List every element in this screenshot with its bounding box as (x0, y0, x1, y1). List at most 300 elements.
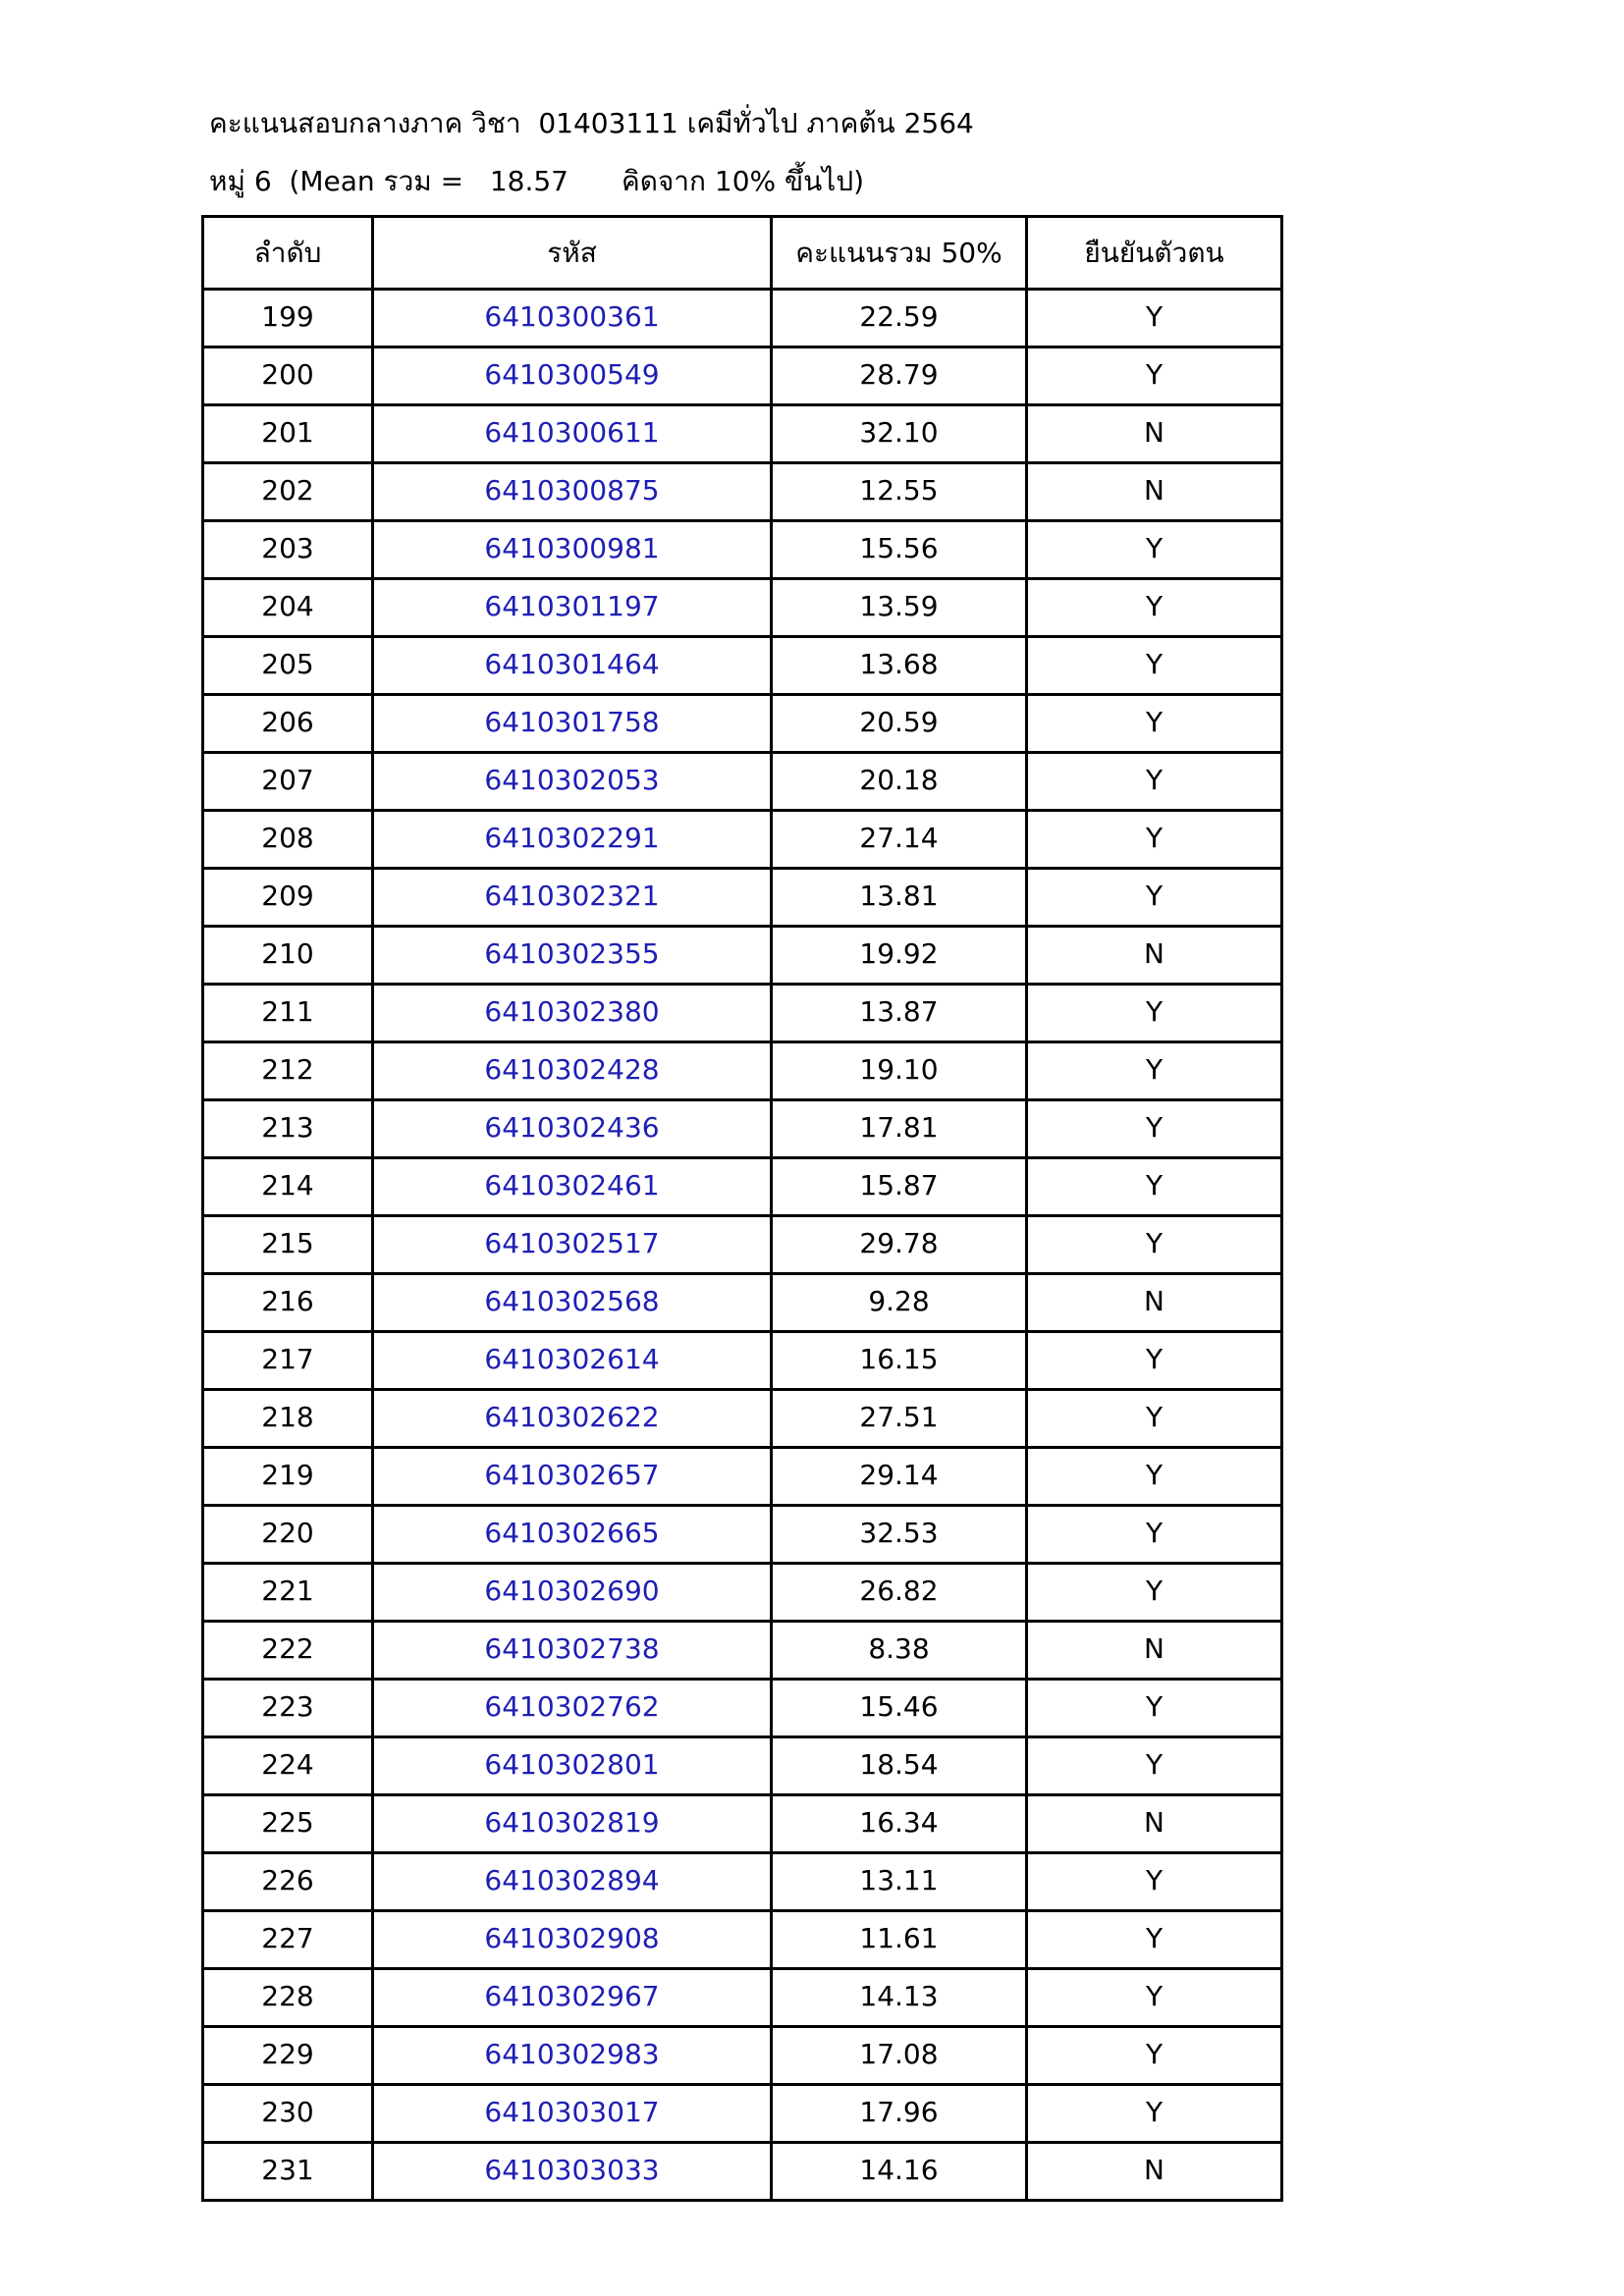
row-seq-cell (203, 1622, 373, 1680)
column-header-student-id: รหัส (373, 217, 772, 290)
row-score-cell-text: 9.28 (868, 1284, 930, 1317)
row-confirm-cell (1027, 985, 1282, 1042)
row-student-id-cell-text: 6410302894 (484, 1863, 660, 1896)
row-confirm-cell-text: Y (1145, 1342, 1164, 1375)
row-score-cell-text: 17.96 (859, 2095, 939, 2128)
row-score-cell-text: 14.16 (859, 2153, 939, 2186)
row-score-cell-text: 13.59 (859, 589, 939, 622)
row-score-cell (772, 579, 1027, 637)
row-student-id-cell-text: 6410300361 (484, 299, 660, 333)
row-seq-cell-text: 223 (261, 1689, 314, 1723)
row-score-cell (772, 1042, 1027, 1100)
row-score-cell-text: 29.78 (859, 1226, 939, 1259)
row-score-cell-text: 28.79 (859, 357, 939, 391)
row-confirm-cell-text: Y (1145, 531, 1164, 564)
row-score-cell (772, 2143, 1027, 2201)
row-confirm-cell-text: Y (1145, 299, 1164, 333)
row-seq-cell-text: 210 (261, 936, 314, 970)
row-score-cell-text: 14.13 (859, 1979, 939, 2012)
row-seq-cell (203, 521, 373, 579)
row-student-id-cell-text: 6410302380 (484, 994, 660, 1028)
row-confirm-cell-text: Y (1145, 357, 1164, 391)
row-confirm-cell (1027, 1506, 1282, 1564)
row-confirm-cell-text: Y (1145, 994, 1164, 1028)
row-score-cell (772, 753, 1027, 811)
row-confirm-cell (1027, 695, 1282, 753)
table-row (203, 1332, 1282, 1390)
row-confirm-cell (1027, 869, 1282, 927)
row-score-cell-text: 16.15 (859, 1342, 939, 1375)
row-seq-cell (203, 1216, 373, 1274)
row-student-id-cell (373, 521, 772, 579)
row-student-id-cell (373, 811, 772, 869)
row-seq-cell-text: 226 (261, 1863, 314, 1896)
row-seq-cell (203, 1969, 373, 2027)
row-confirm-cell-text: Y (1145, 1979, 1164, 2012)
row-seq-cell (203, 2143, 373, 2201)
row-confirm-cell-text: Y (1145, 1516, 1164, 1549)
table-row (203, 1969, 1282, 2027)
table-row (203, 290, 1282, 347)
row-confirm-cell (1027, 753, 1282, 811)
row-score-cell-text: 32.10 (859, 415, 939, 449)
row-seq-cell-text: 218 (261, 1400, 314, 1433)
table-row (203, 1911, 1282, 1969)
row-student-id-cell-text: 6410300981 (484, 531, 660, 564)
table-row (203, 1506, 1282, 1564)
table-row (203, 579, 1282, 637)
row-seq-cell-text: 213 (261, 1110, 314, 1144)
row-student-id-cell-text: 6410302461 (484, 1168, 660, 1201)
row-score-cell (772, 1158, 1027, 1216)
row-confirm-cell-text: Y (1145, 1747, 1164, 1781)
column-header-identity-confirmed: ยืนยันตัวตน (1027, 217, 1282, 290)
row-seq-cell (203, 695, 373, 753)
row-confirm-cell-text: Y (1145, 1863, 1164, 1896)
row-score-cell-text: 18.54 (859, 1747, 939, 1781)
row-score-cell-text: 16.34 (859, 1805, 939, 1839)
row-score-cell-text: 17.08 (859, 2037, 939, 2070)
row-score-cell (772, 463, 1027, 521)
table-row (203, 347, 1282, 405)
row-confirm-cell (1027, 1158, 1282, 1216)
row-confirm-cell (1027, 1216, 1282, 1274)
row-seq-cell-text: 224 (261, 1747, 314, 1781)
section-mean-label: หมู่ 6 (Mean รวม = 18.57 (209, 165, 568, 197)
table-row (203, 695, 1282, 753)
row-student-id-cell (373, 290, 772, 347)
row-score-cell (772, 927, 1027, 985)
row-seq-cell-text: 216 (261, 1284, 314, 1317)
row-score-cell-text: 13.87 (859, 994, 939, 1028)
table-row (203, 985, 1282, 1042)
table-row (203, 927, 1282, 985)
row-student-id-cell (373, 753, 772, 811)
row-confirm-cell-text: Y (1145, 705, 1164, 738)
row-score-cell-text: 15.56 (859, 531, 939, 564)
table-row (203, 2027, 1282, 2085)
row-seq-cell (203, 637, 373, 695)
row-confirm-cell (1027, 1969, 1282, 2027)
row-seq-cell (203, 1853, 373, 1911)
row-score-cell-text: 17.81 (859, 1110, 939, 1144)
row-confirm-cell (1027, 637, 1282, 695)
row-seq-cell-text: 204 (261, 589, 314, 622)
row-confirm-cell-text: Y (1145, 763, 1164, 796)
row-student-id-cell (373, 579, 772, 637)
table-row (203, 463, 1282, 521)
row-score-cell (772, 1795, 1027, 1853)
row-student-id-cell-text: 6410300611 (484, 415, 660, 449)
row-student-id-cell-text: 6410302355 (484, 936, 660, 970)
row-student-id-cell-text: 6410302321 (484, 879, 660, 912)
row-student-id-cell-text: 6410302657 (484, 1458, 660, 1491)
row-student-id-cell (373, 985, 772, 1042)
row-student-id-cell (373, 1158, 772, 1216)
row-score-cell (772, 637, 1027, 695)
row-seq-cell-text: 214 (261, 1168, 314, 1201)
row-student-id-cell-text: 6410302819 (484, 1805, 660, 1839)
row-seq-cell (203, 811, 373, 869)
row-confirm-cell-text: Y (1145, 1574, 1164, 1607)
row-score-cell (772, 347, 1027, 405)
row-confirm-cell (1027, 347, 1282, 405)
row-seq-cell (203, 1332, 373, 1390)
row-confirm-cell-text: N (1144, 473, 1164, 507)
row-student-id-cell (373, 869, 772, 927)
row-confirm-cell-text: N (1144, 2153, 1164, 2186)
table-row (203, 1216, 1282, 1274)
table-row (203, 753, 1282, 811)
row-student-id-cell-text: 6410300875 (484, 473, 660, 507)
row-seq-cell (203, 1274, 373, 1332)
row-score-cell (772, 1332, 1027, 1390)
row-student-id-cell (373, 1216, 772, 1274)
row-seq-cell (203, 405, 373, 463)
row-student-id-cell (373, 1795, 772, 1853)
row-score-cell (772, 1680, 1027, 1737)
row-seq-cell (203, 1042, 373, 1100)
row-student-id-cell-text: 6410303033 (484, 2153, 660, 2186)
row-student-id-cell-text: 6410302690 (484, 1574, 660, 1607)
row-seq-cell-text: 231 (261, 2153, 314, 2186)
row-student-id-cell (373, 1853, 772, 1911)
row-seq-cell-text: 212 (261, 1052, 314, 1086)
row-score-cell (772, 1274, 1027, 1332)
row-seq-cell-text: 221 (261, 1574, 314, 1607)
row-seq-cell-text: 228 (261, 1979, 314, 2012)
row-score-cell (772, 869, 1027, 927)
row-score-cell-text: 13.68 (859, 647, 939, 680)
row-student-id-cell-text: 6410302665 (484, 1516, 660, 1549)
row-student-id-cell-text: 6410302983 (484, 2037, 660, 2070)
row-student-id-cell (373, 1100, 772, 1158)
row-score-cell (772, 1911, 1027, 1969)
row-score-cell-text: 20.18 (859, 763, 939, 796)
row-confirm-cell (1027, 1564, 1282, 1622)
row-score-cell-text: 27.51 (859, 1400, 939, 1433)
row-seq-cell-text: 217 (261, 1342, 314, 1375)
row-student-id-cell-text: 6410302762 (484, 1689, 660, 1723)
row-score-cell-text: 19.92 (859, 936, 939, 970)
row-student-id-cell (373, 405, 772, 463)
row-confirm-cell-text: Y (1145, 2095, 1164, 2128)
table-row (203, 405, 1282, 463)
row-seq-cell (203, 1911, 373, 1969)
row-confirm-cell-text: Y (1145, 1168, 1164, 1201)
row-student-id-cell (373, 1622, 772, 1680)
row-seq-cell-text: 205 (261, 647, 314, 680)
row-student-id-cell-text: 6410302908 (484, 1921, 660, 1954)
row-score-cell (772, 1737, 1027, 1795)
row-score-cell (772, 405, 1027, 463)
row-seq-cell-text: 199 (261, 299, 314, 333)
row-confirm-cell (1027, 2027, 1282, 2085)
row-confirm-cell-text: Y (1145, 1052, 1164, 1086)
table-row (203, 1680, 1282, 1737)
table-row (203, 637, 1282, 695)
table-row (203, 1158, 1282, 1216)
row-student-id-cell (373, 1969, 772, 2027)
row-score-cell (772, 1564, 1027, 1622)
row-seq-cell (203, 753, 373, 811)
row-confirm-cell (1027, 1100, 1282, 1158)
row-score-cell-text: 12.55 (859, 473, 939, 507)
row-seq-cell-text: 227 (261, 1921, 314, 1954)
row-score-cell (772, 1622, 1027, 1680)
row-confirm-cell (1027, 579, 1282, 637)
row-student-id-cell (373, 1274, 772, 1332)
row-score-cell (772, 290, 1027, 347)
row-student-id-cell (373, 2143, 772, 2201)
row-seq-cell-text: 229 (261, 2037, 314, 2070)
row-seq-cell (203, 463, 373, 521)
row-score-cell-text: 15.46 (859, 1689, 939, 1723)
row-score-cell-text: 26.82 (859, 1574, 939, 1607)
row-confirm-cell (1027, 463, 1282, 521)
row-student-id-cell (373, 2085, 772, 2143)
row-student-id-cell-text: 6410302614 (484, 1342, 660, 1375)
row-confirm-cell (1027, 2085, 1282, 2143)
row-confirm-cell-text: Y (1145, 2037, 1164, 2070)
row-seq-cell-text: 203 (261, 531, 314, 564)
column-header-total-score: คะแนนรวม 50% (772, 217, 1027, 290)
table-row (203, 1795, 1282, 1853)
row-student-id-cell-text: 6410302622 (484, 1400, 660, 1433)
row-seq-cell (203, 927, 373, 985)
row-seq-cell (203, 985, 373, 1042)
row-seq-cell (203, 1158, 373, 1216)
row-confirm-cell-text: Y (1145, 879, 1164, 912)
row-student-id-cell (373, 1390, 772, 1448)
row-seq-cell (203, 1564, 373, 1622)
row-score-cell-text: 22.59 (859, 299, 939, 333)
row-student-id-cell (373, 463, 772, 521)
table-row (203, 1042, 1282, 1100)
table-row (203, 1622, 1282, 1680)
row-confirm-cell (1027, 405, 1282, 463)
row-confirm-cell (1027, 927, 1282, 985)
table-row (203, 1390, 1282, 1448)
row-student-id-cell (373, 1680, 772, 1737)
row-confirm-cell-text: Y (1145, 821, 1164, 854)
row-student-id-cell (373, 1042, 772, 1100)
table-row (203, 1564, 1282, 1622)
row-student-id-cell (373, 695, 772, 753)
row-seq-cell-text: 222 (261, 1631, 314, 1665)
row-score-cell-text: 15.87 (859, 1168, 939, 1201)
row-confirm-cell (1027, 1911, 1282, 1969)
row-score-cell-text: 19.10 (859, 1052, 939, 1086)
row-score-cell (772, 985, 1027, 1042)
row-student-id-cell-text: 6410302291 (484, 821, 660, 854)
row-confirm-cell (1027, 1448, 1282, 1506)
row-student-id-cell (373, 1448, 772, 1506)
row-confirm-cell-text: Y (1145, 1458, 1164, 1491)
row-score-cell-text: 32.53 (859, 1516, 939, 1549)
row-student-id-cell-text: 6410301464 (484, 647, 660, 680)
row-student-id-cell-text: 6410303017 (484, 2095, 660, 2128)
row-student-id-cell (373, 1506, 772, 1564)
table-row (203, 2143, 1282, 2201)
row-confirm-cell (1027, 811, 1282, 869)
row-score-cell (772, 1448, 1027, 1506)
row-confirm-cell-text: Y (1145, 1921, 1164, 1954)
row-confirm-cell (1027, 1332, 1282, 1390)
row-score-cell (772, 1100, 1027, 1158)
row-seq-cell-text: 202 (261, 473, 314, 507)
table-header-row (203, 217, 1282, 290)
row-confirm-cell (1027, 1737, 1282, 1795)
row-student-id-cell (373, 1911, 772, 1969)
row-confirm-cell-text: Y (1145, 589, 1164, 622)
row-score-cell (772, 1216, 1027, 1274)
row-student-id-cell (373, 637, 772, 695)
row-seq-cell-text: 200 (261, 357, 314, 391)
row-confirm-cell (1027, 1795, 1282, 1853)
row-student-id-cell-text: 6410302738 (484, 1631, 660, 1665)
row-student-id-cell (373, 2027, 772, 2085)
row-student-id-cell (373, 1332, 772, 1390)
row-seq-cell (203, 579, 373, 637)
row-score-cell (772, 811, 1027, 869)
row-seq-cell-text: 201 (261, 415, 314, 449)
row-score-cell (772, 1969, 1027, 2027)
row-confirm-cell (1027, 521, 1282, 579)
row-student-id-cell-text: 6410300549 (484, 357, 660, 391)
table-row (203, 1737, 1282, 1795)
row-confirm-cell-text: Y (1145, 1400, 1164, 1433)
row-confirm-cell-text: N (1144, 1805, 1164, 1839)
row-seq-cell-text: 230 (261, 2095, 314, 2128)
row-student-id-cell (373, 1737, 772, 1795)
table-row (203, 1100, 1282, 1158)
column-header-seq: ลำดับ (203, 217, 373, 290)
row-seq-cell (203, 290, 373, 347)
row-score-cell (772, 1853, 1027, 1911)
row-student-id-cell-text: 6410302053 (484, 763, 660, 796)
table-row (203, 1448, 1282, 1506)
row-student-id-cell-text: 6410302428 (484, 1052, 660, 1086)
row-score-cell-text: 13.11 (859, 1863, 939, 1896)
table-row (203, 521, 1282, 579)
row-seq-cell (203, 1506, 373, 1564)
row-confirm-cell-text: N (1144, 1284, 1164, 1317)
row-confirm-cell-text: N (1144, 415, 1164, 449)
row-seq-cell-text: 220 (261, 1516, 314, 1549)
row-confirm-cell (1027, 1853, 1282, 1911)
row-confirm-cell (1027, 290, 1282, 347)
row-score-cell-text: 27.14 (859, 821, 939, 854)
row-seq-cell (203, 2085, 373, 2143)
row-seq-cell (203, 2027, 373, 2085)
row-seq-cell (203, 1448, 373, 1506)
row-seq-cell-text: 209 (261, 879, 314, 912)
row-seq-cell (203, 1680, 373, 1737)
row-seq-cell (203, 869, 373, 927)
table-row (203, 811, 1282, 869)
row-seq-cell-text: 219 (261, 1458, 314, 1491)
row-student-id-cell (373, 927, 772, 985)
row-confirm-cell-text: Y (1145, 647, 1164, 680)
table-row (203, 1274, 1282, 1332)
row-score-cell (772, 521, 1027, 579)
row-score-cell (772, 1506, 1027, 1564)
row-student-id-cell-text: 6410302517 (484, 1226, 660, 1259)
table-body (203, 290, 1282, 2201)
row-seq-cell-text: 215 (261, 1226, 314, 1259)
row-confirm-cell (1027, 1390, 1282, 1448)
row-score-cell-text: 13.81 (859, 879, 939, 912)
row-student-id-cell-text: 6410302801 (484, 1747, 660, 1781)
page-title: คะแนนสอบกลางภาค วิชา 01403111 เคมีทั่วไป ภาคต้น 2564 (209, 107, 974, 139)
row-confirm-cell-text: Y (1145, 1110, 1164, 1144)
scores-table (201, 215, 1283, 2202)
row-confirm-cell-text: Y (1145, 1689, 1164, 1723)
row-seq-cell (203, 1795, 373, 1853)
row-score-cell-text: 29.14 (859, 1458, 939, 1491)
row-student-id-cell-text: 6410302568 (484, 1284, 660, 1317)
row-seq-cell-text: 207 (261, 763, 314, 796)
row-confirm-cell-text: N (1144, 1631, 1164, 1665)
row-confirm-cell (1027, 1622, 1282, 1680)
row-score-cell-text: 20.59 (859, 705, 939, 738)
row-student-id-cell (373, 1564, 772, 1622)
row-seq-cell (203, 1100, 373, 1158)
row-student-id-cell (373, 347, 772, 405)
row-confirm-cell (1027, 1680, 1282, 1737)
row-student-id-cell-text: 6410301758 (484, 705, 660, 738)
row-student-id-cell-text: 6410302967 (484, 1979, 660, 2012)
row-seq-cell (203, 347, 373, 405)
row-seq-cell (203, 1390, 373, 1448)
row-score-cell (772, 2085, 1027, 2143)
row-confirm-cell-text: Y (1145, 1226, 1164, 1259)
page-subtitle (209, 165, 865, 197)
row-confirm-cell (1027, 1274, 1282, 1332)
row-seq-cell-text: 211 (261, 994, 314, 1028)
row-score-cell (772, 1390, 1027, 1448)
calculation-note: คิดจาก 10% ขึ้นไป) (621, 165, 865, 197)
row-seq-cell-text: 225 (261, 1805, 314, 1839)
table-row (203, 869, 1282, 927)
row-score-cell-text: 8.38 (868, 1631, 930, 1665)
row-seq-cell-text: 208 (261, 821, 314, 854)
row-seq-cell (203, 1737, 373, 1795)
row-score-cell (772, 695, 1027, 753)
row-score-cell-text: 11.61 (859, 1921, 939, 1954)
row-seq-cell-text: 206 (261, 705, 314, 738)
